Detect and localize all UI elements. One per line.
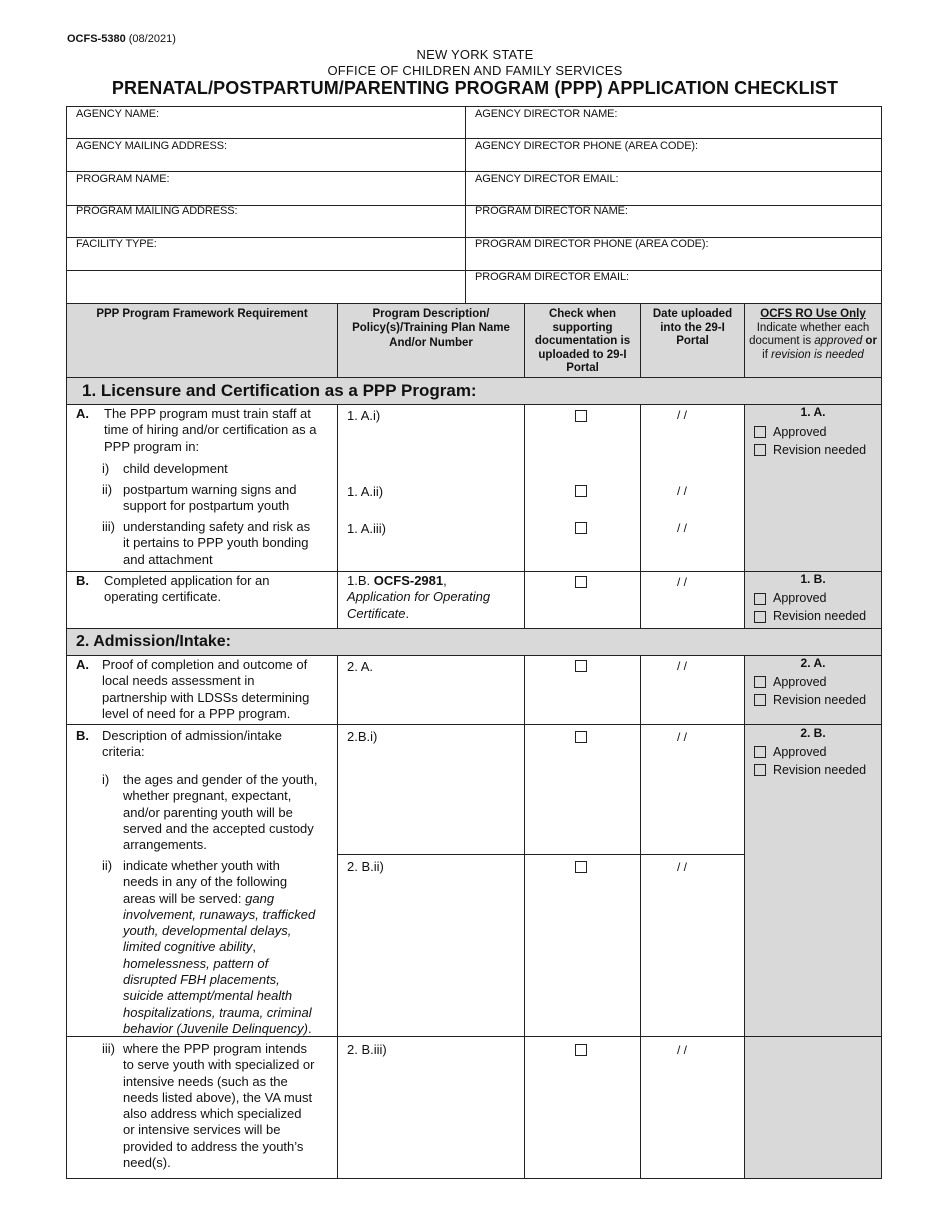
ocfs-header-text: document is <box>749 335 815 347</box>
requirement-text <box>104 573 270 606</box>
description-2b-ii[interactable]: 2. B.ii) <box>347 859 384 874</box>
text-italic: suicide attempt/mental health <box>123 988 293 1004</box>
approved-checkbox-1a[interactable] <box>754 426 766 438</box>
ocfs-header-text: revision is needed <box>771 348 864 361</box>
text-line: intensive needs (such as the <box>123 1073 288 1089</box>
date-field-2b-i[interactable]: / / <box>677 730 688 744</box>
agency-director-email-field[interactable]: AGENCY DIRECTOR EMAIL: <box>475 173 619 185</box>
revision-label-2b: Revision needed <box>773 763 867 777</box>
text-line: Description of admission/intake <box>102 728 282 743</box>
description-2b-iii[interactable]: 2. B.iii) <box>347 1042 387 1057</box>
approved-label-1a: Approved <box>773 425 827 439</box>
text-italic: hospitalizations, trauma, criminal <box>123 1004 312 1020</box>
ocfs-header-title: OCFS RO Use Only <box>760 308 866 320</box>
description-1b[interactable] <box>347 573 522 622</box>
grid-line <box>337 854 744 855</box>
text-line: The PPP program must train staff at <box>104 406 311 421</box>
text-italic: limited cognitive ability <box>123 939 253 955</box>
col-header-check <box>525 308 640 376</box>
text-italic: disrupted FBH placements, <box>123 972 280 988</box>
revision-label-1b: Revision needed <box>773 609 867 623</box>
description-header-line: Program Description/ <box>372 308 490 320</box>
requirement-text <box>102 657 309 722</box>
text-italic: gang <box>245 890 275 906</box>
upload-checkbox-1b[interactable] <box>575 576 587 588</box>
date-header-line: into the 29-I <box>660 321 725 334</box>
description-1a-ii[interactable]: 1. A.ii) <box>347 484 384 499</box>
program-director-email-field[interactable]: PROGRAM DIRECTOR EMAIL: <box>475 271 629 283</box>
text-line <box>347 589 522 605</box>
grid-line <box>66 171 882 172</box>
col-header-description <box>338 308 524 351</box>
agency-director-phone-field[interactable]: AGENCY DIRECTOR PHONE (AREA CODE): <box>475 140 698 152</box>
program-director-name-field[interactable]: PROGRAM DIRECTOR NAME: <box>475 205 628 217</box>
facility-type-field[interactable]: FACILITY TYPE: <box>76 238 157 250</box>
text-italic: involvement, runaways, trafficked <box>123 906 316 922</box>
ro-label-2a: 2. A. <box>800 656 826 670</box>
description-2b-i[interactable]: 2.B.i) <box>347 729 378 744</box>
sub-text <box>123 482 296 515</box>
desc-text: 1.B. <box>347 573 374 588</box>
ro-label-2b: 2. B. <box>800 726 826 740</box>
ocfs-header-line <box>745 335 881 349</box>
approved-label-2a: Approved <box>773 675 827 689</box>
revision-label-2a: Revision needed <box>773 693 867 707</box>
text-line: and/or parenting youth will be <box>123 804 293 820</box>
description-1a-iii[interactable]: 1. A.iii) <box>347 521 387 536</box>
text-line: to serve youth with specialized or <box>123 1057 315 1073</box>
text-line: level of need for a PPP program. <box>102 705 291 721</box>
date-header-line: Date uploaded <box>652 308 733 320</box>
text-line <box>347 606 522 622</box>
program-name-field[interactable]: PROGRAM NAME: <box>76 173 170 185</box>
ocfs-header-line <box>745 349 881 363</box>
date-field-2b-ii[interactable]: / / <box>677 860 688 874</box>
text-line: operating certificate. <box>104 589 222 605</box>
text-line: PPP program in: <box>104 438 200 454</box>
upload-checkbox-1a-iii[interactable] <box>575 522 587 534</box>
text-line: postpartum warning signs and <box>123 482 297 497</box>
sub-text <box>123 519 310 568</box>
text-line: needs in any of the following <box>123 874 288 890</box>
approved-checkbox-1b[interactable] <box>754 593 766 605</box>
text-line: Proof of completion and outcome of <box>102 657 308 672</box>
upload-checkbox-1a-ii[interactable] <box>575 485 587 497</box>
sub-number: i) <box>102 461 110 476</box>
requirement-text <box>104 406 316 455</box>
text-line: time of hiring and/or certification as a <box>104 422 317 438</box>
desc-form-number: OCFS-2981 <box>373 573 444 588</box>
text-line <box>123 972 315 988</box>
upload-checkbox-2a[interactable] <box>575 660 587 672</box>
office-heading: OFFICE OF CHILDREN AND FAMILY SERVICES <box>327 63 623 78</box>
upload-checkbox-2b-i[interactable] <box>575 731 587 743</box>
text-line: where the PPP program intends <box>123 1041 308 1056</box>
col-divider-3 <box>640 304 641 1179</box>
grid-line <box>66 270 882 271</box>
sub-number: ii) <box>102 482 113 497</box>
ocfs-header-text: or <box>862 335 877 347</box>
text-line: indicate whether youth with <box>123 858 280 873</box>
agency-name-field[interactable]: AGENCY NAME: <box>76 108 159 120</box>
revision-checkbox-1b[interactable] <box>754 611 766 623</box>
text-line: need(s). <box>123 1155 171 1171</box>
upload-checkbox-2b-iii[interactable] <box>575 1044 587 1056</box>
text-line <box>123 907 315 923</box>
upload-checkbox-1a-i[interactable] <box>575 410 587 422</box>
description-1a-i[interactable]: 1. A.i) <box>347 408 381 423</box>
text-line: it pertains to PPP youth bonding <box>123 535 309 551</box>
requirement-letter: B. <box>76 573 89 588</box>
sub-text <box>123 1041 314 1171</box>
text-line: also address which specialized <box>123 1106 302 1122</box>
check-header-line: uploaded to 29-I <box>538 348 627 361</box>
text-line <box>123 1005 315 1021</box>
desc-text: . <box>405 605 410 621</box>
sub-text <box>123 772 317 853</box>
col-divider-1 <box>337 304 338 1179</box>
form-date: (08/2021) <box>128 33 176 45</box>
col-header-ocfs <box>745 308 881 362</box>
agency-mailing-address-field[interactable]: AGENCY MAILING ADDRESS: <box>76 140 227 152</box>
desc-italic: Certificate <box>347 605 406 621</box>
text-line: served and the accepted custody <box>123 820 314 836</box>
ocfs-header-text: if <box>762 348 772 361</box>
description-2a[interactable]: 2. A. <box>347 659 374 674</box>
col-header-requirement: PPP Program Framework Requirement <box>96 308 308 320</box>
text-line: support for postpartum youth <box>123 498 290 514</box>
form-code <box>67 33 176 45</box>
desc-italic: Application for Operating <box>347 589 491 605</box>
requirement-letter: A. <box>76 657 89 672</box>
check-header-line: supporting <box>552 321 613 334</box>
revision-label-1a: Revision needed <box>773 443 867 457</box>
ocfs-header-text: approved <box>814 335 863 347</box>
text-italic: behavior (Juvenile Delinquency) <box>123 1020 308 1036</box>
section-1-title: 1. Licensure and Certification as a PPP Program: <box>82 381 477 400</box>
ro-label-1a: 1. A. <box>800 405 826 419</box>
desc-text: , <box>443 573 447 588</box>
check-header-line: Portal <box>566 362 599 374</box>
section-2-title: 2. Admission/Intake: <box>76 633 231 650</box>
date-field-2a[interactable]: / / <box>677 659 688 673</box>
revision-checkbox-2a[interactable] <box>754 694 766 706</box>
sub-text <box>123 858 315 1037</box>
program-mailing-address-field[interactable]: PROGRAM MAILING ADDRESS: <box>76 205 238 217</box>
sub-number: ii) <box>102 858 113 873</box>
ro-label-1b: 1. B. <box>800 572 826 586</box>
text-line <box>123 956 315 972</box>
grid-line <box>66 237 882 238</box>
sub-number: iii) <box>102 1041 115 1056</box>
date-field-1a-i[interactable]: / / <box>677 408 688 422</box>
sub-text: child development <box>123 461 228 476</box>
date-header-line: Portal <box>676 335 709 347</box>
check-header-line: documentation is <box>534 335 631 347</box>
text-span: , <box>252 939 256 955</box>
state-heading: NEW YORK STATE <box>416 47 534 62</box>
text-line: or intensive services will be <box>123 1122 281 1138</box>
text-line <box>123 891 315 907</box>
text-line <box>347 573 522 589</box>
text-line: the ages and gender of the youth, <box>123 772 318 787</box>
revision-checkbox-1a[interactable] <box>754 444 766 456</box>
grid-line <box>66 724 882 725</box>
text-line: arrangements. <box>123 837 207 853</box>
text-line: provided to address the youth’s <box>123 1138 304 1154</box>
page-title: PRENATAL/POSTPARTUM/PARENTING PROGRAM (PPP) APPLICATION CHECKLIST <box>111 78 839 98</box>
text-span: . <box>308 1020 312 1036</box>
text-line: Completed application for an <box>104 573 270 588</box>
grid-line <box>66 1036 882 1037</box>
approved-checkbox-2b[interactable] <box>754 746 766 758</box>
requirement-text <box>102 728 282 761</box>
sub-number: iii) <box>102 519 115 534</box>
text-line <box>123 1021 315 1037</box>
description-header-line: Policy(s)/Training Plan Name <box>352 321 510 334</box>
text-line <box>123 939 315 955</box>
col-header-date <box>641 308 744 349</box>
approved-label-1b: Approved <box>773 591 827 605</box>
program-director-phone-field[interactable]: PROGRAM DIRECTOR PHONE (AREA CODE): <box>475 238 709 250</box>
text-line <box>123 923 315 939</box>
text-line <box>123 988 315 1004</box>
text-line: criteria: <box>102 744 145 760</box>
text-line: whether pregnant, expectant, <box>123 788 292 804</box>
date-field-1a-iii[interactable]: / / <box>677 521 688 535</box>
text-italic: homelessness, pattern of <box>123 955 269 971</box>
text-line: and attachment <box>123 551 213 567</box>
col-divider-2 <box>524 304 525 1179</box>
date-field-1a-ii[interactable]: / / <box>677 484 688 498</box>
text-span: areas will be served: <box>123 890 246 906</box>
text-line: local needs assessment in <box>102 673 255 689</box>
revision-checkbox-2b[interactable] <box>754 764 766 776</box>
grid-line <box>66 138 882 139</box>
text-line: partnership with LDSSs determining <box>102 689 310 705</box>
ocfs-cell-2b <box>745 725 881 1178</box>
form-number: OCFS-5380 <box>67 33 126 45</box>
date-field-2b-iii[interactable]: / / <box>677 1043 688 1057</box>
upload-checkbox-2b-ii[interactable] <box>575 861 587 873</box>
check-header-line: Check when <box>548 308 617 320</box>
text-line: needs listed above), the VA must <box>123 1089 313 1105</box>
approved-checkbox-2a[interactable] <box>754 676 766 688</box>
description-header-line: And/or Number <box>389 337 473 349</box>
requirement-letter: A. <box>76 406 89 421</box>
requirement-letter: B. <box>76 728 89 743</box>
agency-director-name-field[interactable]: AGENCY DIRECTOR NAME: <box>475 108 618 120</box>
ocfs-header-line: Indicate whether each <box>756 321 870 334</box>
approved-label-2b: Approved <box>773 745 827 759</box>
sub-number: i) <box>102 772 110 787</box>
text-line: understanding safety and risk as <box>123 519 311 534</box>
text-italic: youth, developmental delays, <box>123 923 292 939</box>
date-field-1b[interactable]: / / <box>677 575 688 589</box>
